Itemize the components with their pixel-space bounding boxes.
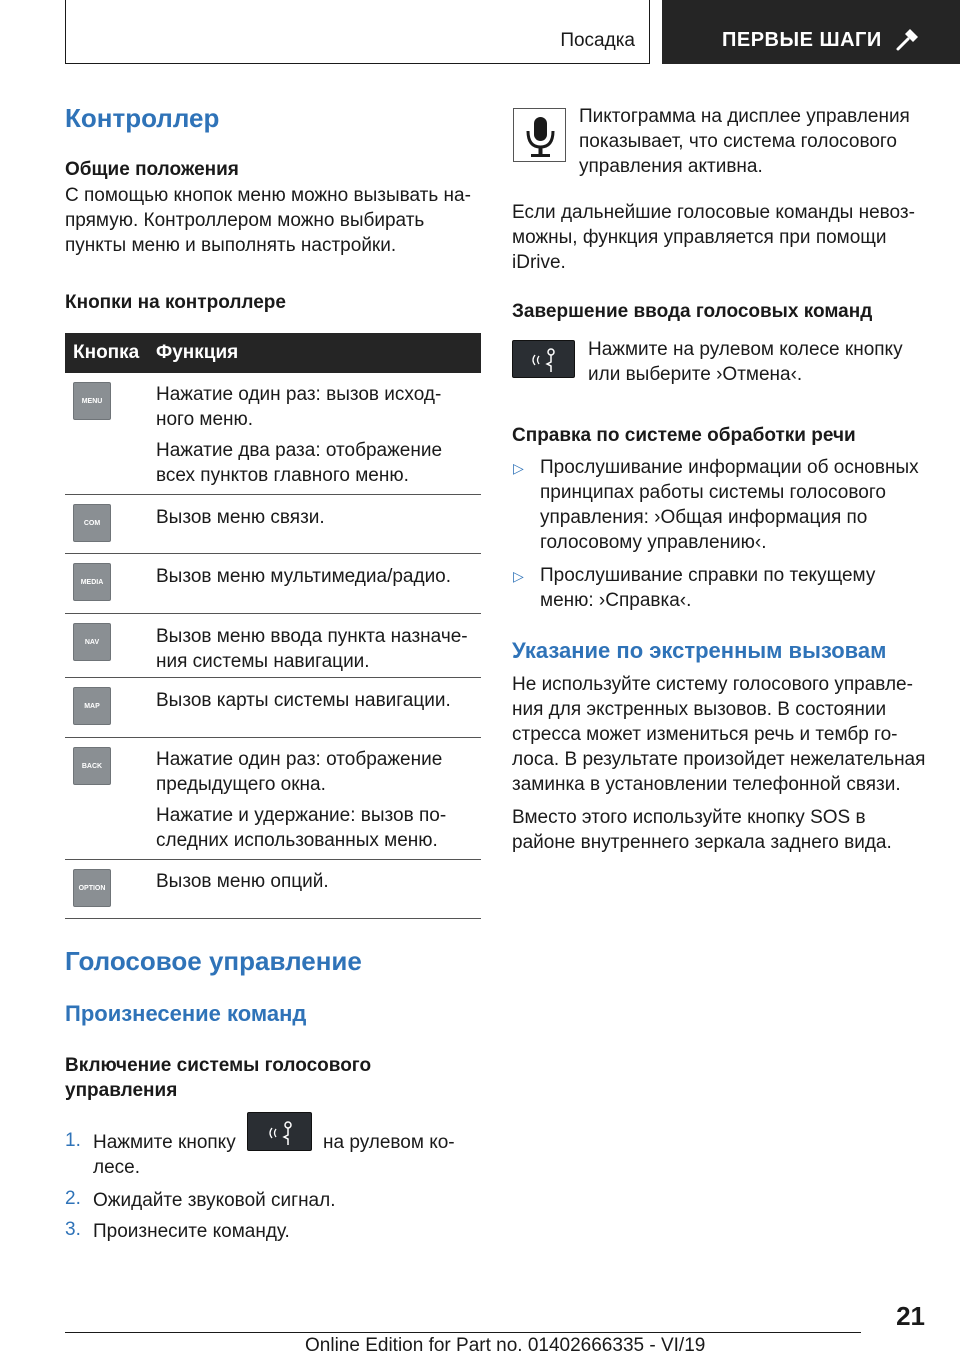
table-header (65, 333, 481, 373)
table-divider (65, 553, 481, 554)
table-cell-com: Вызов меню связи. (156, 507, 325, 528)
emergency-text-1: Не используйте систему голосового управле- (512, 674, 913, 695)
table-cell-menu-2: ного меню. (156, 409, 254, 430)
voice-button-image (247, 1112, 312, 1151)
bullet-1-line-4: голосовому управлению‹. (540, 532, 767, 553)
emergency-text-3: стресса может измениться речь и тембр го- (512, 724, 898, 745)
microphone-icon (514, 109, 567, 163)
nav-button-image: NAV (73, 623, 111, 661)
mic-text-3: управления активна. (579, 156, 763, 177)
table-cell-menu-3: Нажатие два раза: отображение (156, 440, 443, 461)
heading-controller: Контроллер (65, 103, 220, 133)
mic-text-1: Пиктограмма на дисплее управления (579, 106, 910, 127)
step-number-2: 2. (65, 1188, 81, 1209)
table-divider (65, 918, 481, 919)
table-cell-nav-2: ния системы навигации. (156, 651, 370, 672)
heading-voice-control: Голосовое управление (65, 946, 362, 976)
emergency-text-4: лоса. В результате произойдет нежелательная (512, 749, 926, 770)
table-divider (65, 613, 481, 614)
table-divider (65, 737, 481, 738)
heading-enable-2: управления (65, 1080, 178, 1101)
general-text-line-3: пункты меню и выполнять настройки. (65, 235, 397, 256)
table-cell-nav-1: Вызов меню ввода пункта назначе- (156, 626, 468, 647)
step-number-3: 3. (65, 1219, 81, 1240)
further-text-3: iDrive. (512, 252, 566, 273)
com-button-image: COM (73, 504, 111, 542)
table-divider (65, 859, 481, 860)
page-number: 21 (896, 1301, 925, 1331)
table-divider (65, 494, 481, 495)
table-cell-map: Вызов карты системы навигации. (156, 690, 451, 711)
heading-general: Общие положения (65, 159, 239, 180)
bullet-1-line-3: управления: ›Общая информация по (540, 507, 868, 528)
voice-command-icon (513, 341, 576, 379)
heading-buttons: Кнопки на контроллере (65, 292, 286, 313)
heading-enable-1: Включение системы голосового (65, 1055, 372, 1076)
step-1-text-b: на рулевом ко- (323, 1132, 455, 1153)
bullet-1-line-1: Прослушивание информации об основных (540, 457, 919, 478)
table-cell-media: Вызов меню мультимедиа/радио. (156, 566, 452, 587)
header-section-label: Посадка (560, 30, 635, 51)
mic-text-2: показывает, что система голосового (579, 131, 897, 152)
end-text-1: Нажмите на рулевом колесе кнопку (588, 339, 903, 360)
table-cell-back-4: следних использованных меню. (156, 830, 438, 851)
heading-commands: Произнесение команд (65, 1001, 307, 1026)
footer-edition: Online Edition for Part no. 01402666335 - VI/19 (305, 1335, 706, 1356)
end-text-2: или выберите ›Отмена‹. (588, 364, 803, 385)
further-text-2: можны, функция управляется при помощи (512, 227, 887, 248)
voice-command-icon (248, 1113, 313, 1152)
table-col-button: Кнопка (73, 342, 140, 363)
heading-speech-help: Справка по системе обработки речи (512, 425, 856, 446)
heading-end-voice: Завершение ввода голосовых команд (512, 301, 873, 322)
bullet-2-line-2: меню: ›Справка‹. (540, 590, 692, 611)
general-text-line-2: прямую. Контроллером можно выбирать (65, 210, 425, 231)
bullet-triangle-icon: ▷ (513, 568, 524, 584)
header-chapter-label: ПЕРВЫЕ ШАГИ (722, 29, 882, 51)
emergency-text-2: ния для экстренных вызовов. В состоянии (512, 699, 887, 720)
media-button-image: MEDIA (73, 563, 111, 601)
sos-text-1: Вместо этого используйте кнопку SOS в (512, 807, 866, 828)
footer-divider (65, 1332, 861, 1333)
voice-button-image-2 (512, 340, 575, 378)
sos-text-2: районе внутреннего зеркала заднего вида. (512, 832, 892, 853)
map-button-image: MAP (73, 687, 111, 725)
back-button-image: BACK (73, 747, 111, 785)
table-cell-menu-1: Нажатие один раз: вызов исход- (156, 384, 442, 405)
table-cell-menu-4: всех пунктов главного меню. (156, 465, 409, 486)
table-cell-back-2: предыдущего окна. (156, 774, 326, 795)
step-number-1: 1. (65, 1130, 81, 1151)
header-chapter-box (662, 0, 960, 64)
heading-emergency: Указание по экстренным вызовам (512, 638, 887, 663)
header-section-box (65, 0, 650, 64)
table-col-function: Функция (156, 342, 239, 363)
step-3-text: Произнесите команду. (93, 1221, 290, 1242)
further-text-1: Если дальнейшие голосовые команды невоз- (512, 202, 915, 223)
table-cell-back-3: Нажатие и удержание: вызов по- (156, 805, 447, 826)
table-divider (65, 677, 481, 678)
general-text-line-1: С помощью кнопок меню можно вызывать на- (65, 185, 471, 206)
option-button-image: OPTION (73, 869, 111, 907)
table-cell-back-1: Нажатие один раз: отображение (156, 749, 443, 770)
hammer-icon (894, 28, 920, 52)
step-1-text-a: Нажмите кнопку (93, 1132, 236, 1153)
bullet-2-line-1: Прослушивание справки по текущему (540, 565, 876, 586)
table-cell-option: Вызов меню опций. (156, 871, 329, 892)
microphone-pictogram (513, 108, 566, 162)
bullet-triangle-icon: ▷ (513, 460, 524, 476)
step-2-text: Ожидайте звуковой сигнал. (93, 1190, 336, 1211)
menu-button-image: MENU (73, 382, 111, 420)
step-1-text-c: лесе. (93, 1157, 140, 1178)
emergency-text-5: заминка в установлении телефонной связи. (512, 774, 901, 795)
bullet-1-line-2: принципах работы системы голосового (540, 482, 886, 503)
